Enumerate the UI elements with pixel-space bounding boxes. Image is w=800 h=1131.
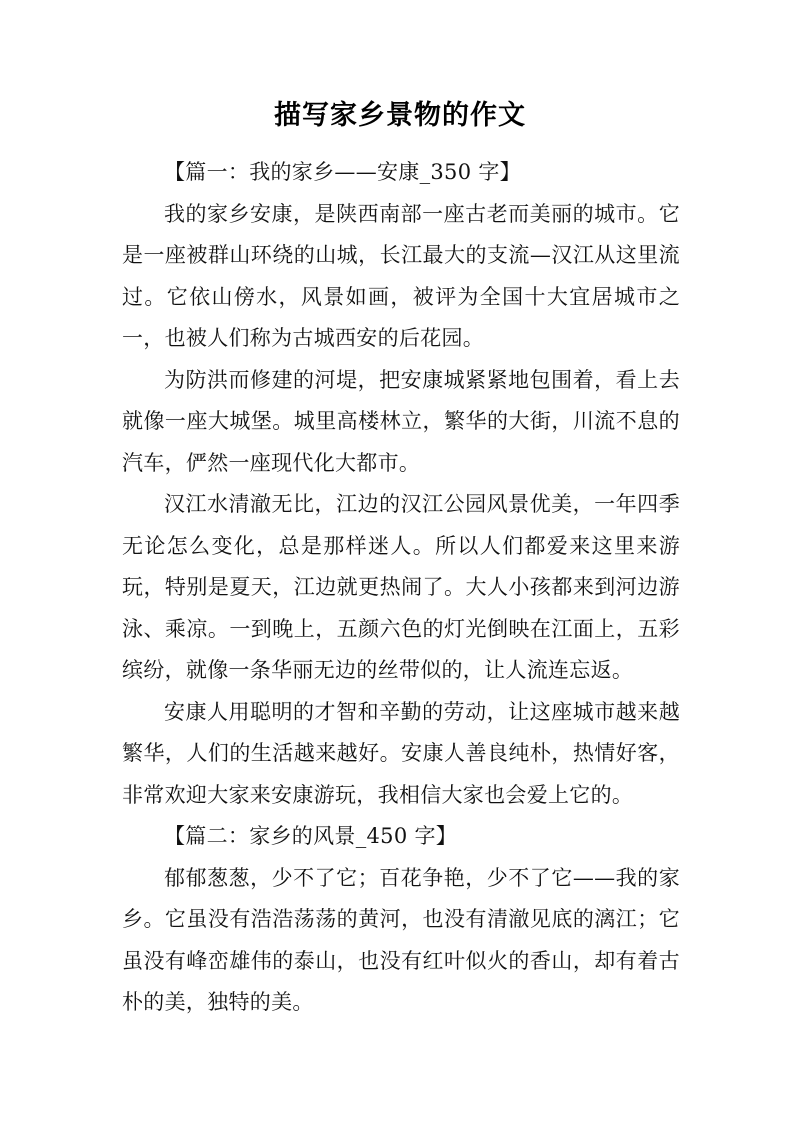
paragraph: 汉江水清澈无比，江边的汉江公园风景优美，一年四季无论怎么变化，总是那样迷人。所以人们都爱来这里来游玩，特别是夏天，江边就更热闹了。大人小孩都来到河边游泳、乘凉。一到晚上，五颜六色的灯光倒映在江面上，五彩缤纷，就像一条华丽无边的丝带似的，让人流连忘返。 <box>122 492 680 682</box>
section-heading-2: 【篇二：家乡的风景_450 字】 <box>164 824 458 848</box>
paragraph: 为防洪而修建的河堤，把安康城紧紧地包围着，看上去就像一座大城堡。城里高楼林立，繁华的大街，川流不息的汽车，俨然一座现代化大都市。 <box>122 367 680 475</box>
document-body <box>122 152 680 1024</box>
paragraph: 郁郁葱葱，少不了它；百花争艳，少不了它——我的家乡。它虽没有浩浩荡荡的黄河，也没有清澈见底的漓江；它虽没有峰峦雄伟的泰山，也没有红叶似火的香山，却有着古朴的美，独特的美。 <box>122 865 680 1014</box>
section-heading-1: 【篇一：我的家乡——安康_350 字】 <box>164 160 521 184</box>
paragraph: 安康人用聪明的才智和辛勤的劳动，让这座城市越来越繁华，人们的生活越来越好。安康人善良纯朴，热情好客，非常欢迎大家来安康游玩，我相信大家也会爱上它的。 <box>122 699 680 807</box>
document-title: 描写家乡景物的作文 <box>274 100 526 131</box>
paragraph: 我的家乡安康，是陕西南部一座古老而美丽的城市。它是一座被群山环绕的山城，长江最大的支流—汉江从这里流过。它依山傍水，风景如画，被评为全国十大宜居城市之一，也被人们称为古城西安的后花园。 <box>122 201 680 350</box>
